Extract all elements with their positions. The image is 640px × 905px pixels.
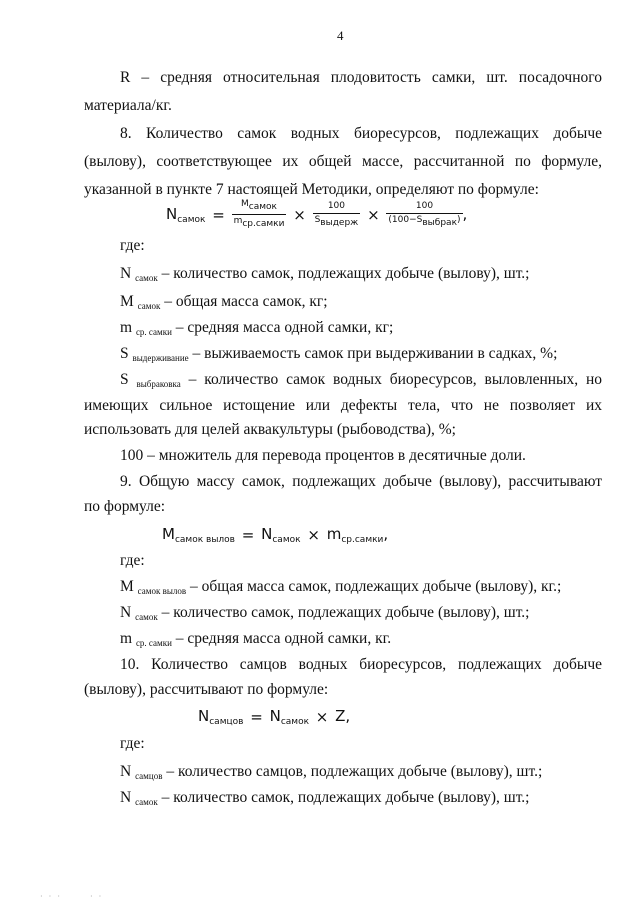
def-mass-caught: M $_{самок вылов}$ – общая масса самок, подлежащих добыче (вылову), кг.; (120, 578, 562, 596)
formula-n-females: $N_{самок}$ = $\frac{M_{самок}}{m_{ср.самки}}$ × $\frac{100}{S_{выдерж}}$ × $\frac{100}{(100-S_{выбрак})}$ , (166, 199, 468, 229)
def-n-females: N $_{самок}$ – количество самок, подлежащих добыче (вылову), шт.; (120, 265, 530, 283)
fraction-culling: $\frac{100}{(100-S_{выбрак})}$ (388, 200, 461, 228)
r-definition-line2: материала/кг. (84, 97, 172, 114)
def-culling-line2: имеющих сильное истощение или дефекты тела, что не позволяет их (84, 397, 602, 414)
fraction-mass-ratio: $\frac{M_{самок}}{m_{ср.самки}}$ (233, 199, 285, 229)
def-avg-mass-2: m $_{ср. самки}$ – средняя масса одной самки, кг. (120, 630, 392, 648)
def-n-females-3: N $_{самок}$ – количество самок, подлежащих добыче (вылову), шт.; (120, 789, 530, 807)
def-hundred: 100 – множитель для перевода процентов в десятичные доли. (120, 447, 526, 464)
para8-line2: (вылову), соответствующее их общей массе, рассчитанной по формуле, (84, 153, 602, 170)
para10-line1: 10. Количество самцов водных биоресурсов, подлежащих добыче (120, 656, 602, 673)
def-survival: S $_{выдерживание}$ – выживаемость самок при выдерживании в садках, %; (120, 345, 558, 363)
formula-mass-females: $M_{самок вылов} = N_{самок} \times m_{ср.самки}$, (162, 525, 389, 545)
para9-line1: 9. Общую массу самок, подлежащих добыче (вылову), рассчитывают (120, 473, 602, 490)
def-avg-mass: m $_{ср. самки}$ – средняя масса одной самки, кг; (120, 319, 394, 337)
where-label-3: где: (120, 735, 145, 752)
where-label-1: где: (120, 237, 145, 254)
def-n-females-2: N $_{самок}$ – количество самок, подлежащих добыче (вылову), шт.; (120, 604, 530, 622)
where-label-2: где: (120, 552, 145, 569)
def-culling-line1: S $_{выбраковка}$ – количество самок водных биоресурсов, выловленных, но (120, 371, 602, 389)
fraction-survival: $\frac{100}{S_{выдерж}}$ (314, 200, 359, 228)
def-culling-line3: использовать для целей аквакультуры (рыбоводства), %; (84, 421, 456, 438)
def-m-females: M $_{самок}$ – общая масса самок, кг; (120, 293, 328, 311)
scan-artifact-dots-left: · · · (40, 892, 62, 901)
para9-line2: по формуле: (84, 498, 166, 515)
para8-line1: 8. Количество самок водных биоресурсов, подлежащих добыче (120, 125, 602, 142)
def-n-males: N $_{самцов}$ – количество самцов, подлежащих добыче (вылову), шт.; (120, 763, 543, 781)
formula-n-males: $N_{самцов} = N_{самок} \times Z$, (198, 707, 351, 727)
para8-line3: указанной в пункте 7 настоящей Методики, определяют по формуле: (84, 181, 539, 198)
r-definition-line1: R – средняя относительная плодовитость самки, шт. посадочного (120, 69, 602, 86)
scan-artifact-dots-mid: · · (90, 892, 104, 901)
page-number: 4 (337, 28, 344, 43)
para10-line2: (вылову), рассчитывают по формуле: (84, 681, 329, 698)
